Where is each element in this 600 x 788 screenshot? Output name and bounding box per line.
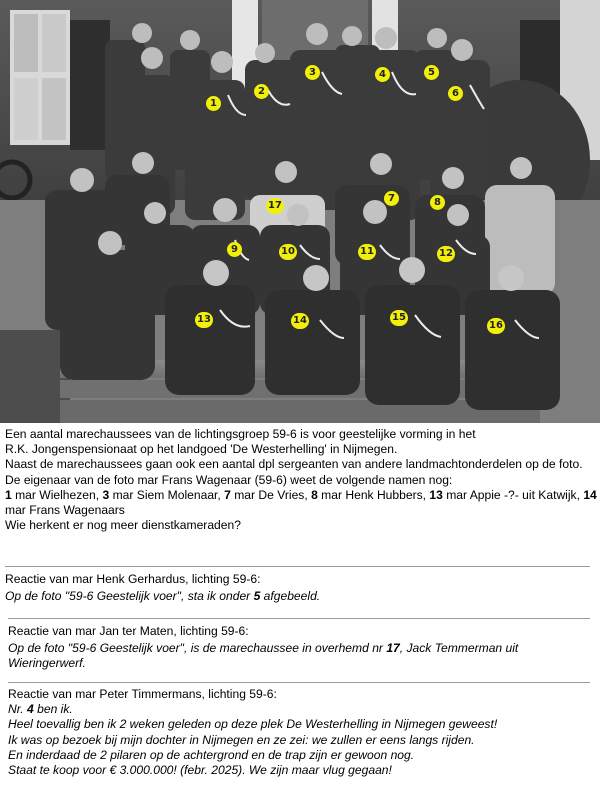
reaction-text: Op de foto "59-6 Geestelijk voer", sta ik onder	[5, 589, 254, 604]
caption-line: R.K. Jongenspensionaat op het landgoed 'De Westerhelling' in Nijmegen.	[5, 442, 398, 457]
reaction-header: Reactie van mar Jan ter Maten, lichting 59-6:	[8, 624, 249, 638]
name-text: mar Henk Hubbers,	[317, 487, 430, 502]
reaction-text: , Jack Temmerman uit Wieringerwerf.	[8, 641, 519, 671]
name-text: mar Frans Wagenaars	[5, 503, 125, 518]
photo-label-16: 16	[487, 318, 505, 334]
reaction-body	[8, 702, 596, 717]
divider	[5, 566, 590, 567]
name-number: 3	[102, 487, 110, 502]
photo-label-6: 6	[448, 86, 463, 101]
photo-label-5: 5	[424, 65, 439, 80]
reaction-text: Op de foto "59-6 Geestelijk voer", is de marechaussee in overhemd nr	[8, 641, 387, 656]
reaction-2	[8, 624, 593, 672]
name-text: mar De Vries,	[230, 487, 312, 502]
photo-label-14: 14	[291, 313, 309, 329]
name-number: 7	[224, 487, 231, 502]
photo-label-2: 2	[254, 84, 269, 99]
photo-label-17: 17	[266, 198, 284, 214]
name-number: 8	[311, 487, 318, 502]
photo-label-8: 8	[430, 195, 445, 210]
question: Wie herkent er nog meer dienstkameraden?	[5, 518, 241, 533]
photo-label-3: 3	[305, 65, 320, 80]
reaction-body: En inderdaad de 2 pilaren op de achtergrond en de trap zijn er gewoon nog.	[8, 747, 415, 762]
caption-line: Naast de marechaussees gaan ook een aantal dpl sergeanten van andere landmachtonderdelen op de foto.	[5, 457, 583, 472]
reaction-body	[8, 641, 593, 671]
reaction-body: Ik was op bezoek bij mijn dochter in Nijmegen en ze zei: we zullen er eens langs rijden.	[8, 732, 475, 747]
photo-label-13: 13	[195, 312, 213, 328]
divider	[8, 618, 590, 619]
name-number: 14	[583, 487, 597, 502]
reaction-text: ben ik.	[33, 702, 73, 717]
reaction-header: Reactie van mar Henk Gerhardus, lichting 59-6:	[5, 572, 261, 586]
name-text: mar Appie -?- uit Katwijk,	[442, 487, 584, 502]
name-number: 1	[5, 487, 12, 502]
divider	[8, 682, 590, 683]
caption-line: Een aantal marechaussees van de lichtingsgroep 59-6 is voor geestelijke vorming in het	[5, 427, 476, 441]
caption-line: De eigenaar van de foto mar Frans Wagenaar (59-6) weet de volgende namen nog:	[5, 472, 453, 487]
photo-label-15: 15	[390, 310, 408, 326]
reaction-3	[8, 687, 596, 778]
photo-label-7: 7	[384, 191, 399, 206]
reaction-number: 17	[386, 641, 400, 656]
photo-caption	[5, 427, 597, 533]
reaction-body: Staat te koop voor € 3.000.000! (febr. 2025). We zijn maar vlug gegaan!	[8, 763, 392, 778]
reaction-header: Reactie van mar Peter Timmermans, lichting 59-6:	[8, 687, 277, 701]
reaction-1	[5, 572, 597, 604]
name-number: 13	[429, 487, 443, 502]
reaction-text: afgebeeld.	[260, 589, 321, 604]
photo-label-10: 10	[279, 244, 297, 260]
reaction-body	[5, 589, 597, 604]
reaction-body: Heel toevallig ben ik 2 weken geleden op deze plek De Westerhelling in Nijmegen geweest!	[8, 717, 498, 732]
reaction-number: 4	[27, 702, 34, 717]
photo-label-1: 1	[206, 96, 221, 111]
reaction-text: Nr.	[8, 702, 28, 717]
name-text: mar Siem Molenaar,	[109, 487, 225, 502]
photo-label-4: 4	[375, 67, 390, 82]
photo-label-11: 11	[358, 244, 376, 260]
name-text: mar Wielhezen,	[11, 487, 103, 502]
known-names	[5, 488, 597, 518]
reaction-number: 5	[253, 589, 261, 604]
photo-label-9: 9	[227, 242, 242, 257]
photo-label-12: 12	[437, 246, 455, 262]
